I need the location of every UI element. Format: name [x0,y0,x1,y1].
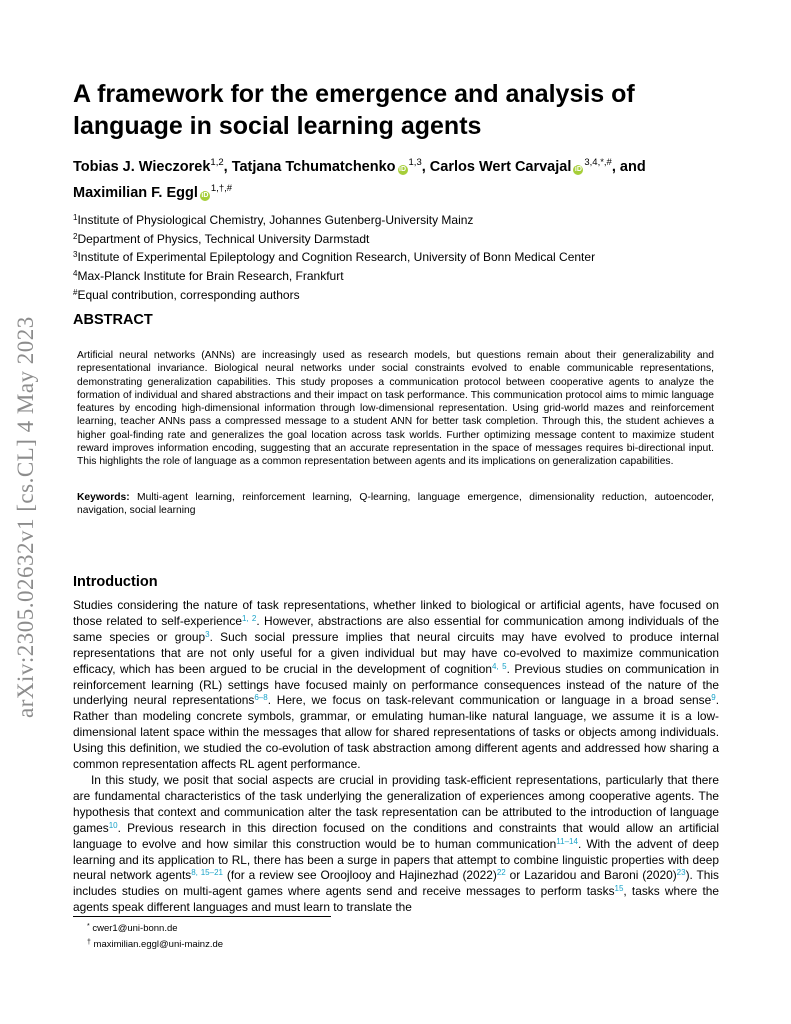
footnotes [87,920,223,951]
affiliation-item: $^1$Institute of Physiological Chemistry, Johannes Gutenberg-University Mainz [73,213,474,227]
affiliation-item: $^2$Department of Physics, Technical University Darmstadt [73,231,370,246]
keywords [77,491,714,518]
citation-link[interactable]: 1, 2 [241,613,257,623]
keywords-list: Multi-agent learning, reinforcement learning, Q-learning, language emergence, dimensionality reduction, autoencoder, navigation, social learning [77,492,714,517]
citation-link[interactable]: 9 [711,693,716,703]
footnote-item: * cwer1@uni-bonn.de [87,923,178,934]
footnote-email[interactable]: maximilian.eggl@uni-mainz.de [93,938,224,950]
orcid-icon[interactable]: iD [399,166,407,173]
citation-link[interactable]: 15 [614,884,624,894]
citation-link[interactable]: 22 [496,868,506,878]
author-list: Tobias J. Wieczorek$^{1,2}$, Tatjana Tchumatchenko iD$^{1,3}$, Carlos Wert Carvajal $iD^{3,4,*,\#}$, and Maximilian F. Eggl $iD^{1,\dagger,\#}$ [73,157,646,201]
paragraph: Studies considering the nature of task representations, whether linked to biological or artificial agents, have focused on those related to self-experience$^{1, 2}$. However, abstractions are also essential for communication among individuals of the same species or group$^3$. Such social pressure implies that neural circuits may have evolved to produce internal representations that are not only useful for a given individual but may have co-evolved to maximize communication efficacy, which has been argued to be crucial in the development of cognition$^{4, 5}$. Previous studies on communication in reinforcement learning (RL) settings have focused mainly on performance consequences instead of the nature of the underlying neural representations$^{6-8}$. Here, we focus on task-relevant communication or language in a broad sense$^9$. Rather than modeling concrete symbols, grammar, or emulating human-like natural language, we assume it is a low-dimensional latent space within the messages that allow for shared representations of tasks or objects among individuals. Using this definition, we studied the co-evolution of task abstraction among different agents and addressed how sharing a common representation affects RL agent performance. [73,598,720,772]
introduction-body [73,598,719,916]
keywords-label: Keywords: [77,492,130,503]
author-name: Maximilian F. Eggl [73,185,198,201]
author-affiliation-marks: 1,2 [210,157,224,168]
affiliation-item: #Equal contribution, corresponding authors [73,287,300,302]
orcid-icon[interactable]: iD [574,166,582,173]
abstract-heading: ABSTRACT [73,312,153,328]
author-name: Carlos Wert Carvajal [429,159,572,175]
citation-link[interactable]: 6–8 [254,693,268,703]
author-name: Tatjana Tchumatchenko [231,159,396,175]
abstract-text: Artificial neural networks (ANNs) are increasingly used as research models, but questions remain about their generalizability and representational invariance. Biological neural networks under social constraints evolved to enable communicable representations, demonstrating generalization capabilities. This study proposes a communication protocol between cooperative agents to analyze the formation of individual and shared abstractions and their impact on task performance. This communication protocol aims to mimic language features by encoding high-dimensional information through low-dimensional representation. Using grid-world mazes and reinforcement learning, teacher ANNs pass a compressed message to a student ANN for better task completion. Through this, the student achieves a higher goal-finding rate and generalizes the goal location across task worlds. Further optimizing message content to maximize student reward improves information encoding, suggesting that an accurate representation in the space of messages requires bi-directional input. This highlights the role of language as a common representation between agents and its implications on generalization capabilities. [77,350,714,468]
author-affiliation-marks: 1,3 [408,157,422,168]
footnote-email[interactable]: cwer1@uni-bonn.de [92,923,178,934]
paper-title: A framework for the emergence and analysis of language in social learning agents [73,80,635,140]
citation-link[interactable]: 4, 5 [491,661,507,671]
arxiv-identifier-stamp: arXiv:2305.02632v1 [cs.CL] 4 May 2023 [13,316,38,718]
footnote-divider [73,916,331,917]
citation-link[interactable]: 3 [205,629,210,639]
author-conjunction: , and [611,159,646,175]
author-affiliation-marks: 3,4,*,# [584,157,612,168]
paragraph: In this study, we posit that social aspects are crucial in providing task-efficient representations, particularly that there are fundamental characteristics of the task underlying the generalization of experiences among cooperative agents. The hypothesis that context and communication alter the task representation can be attributed to the introduction of language games$^{10}$. Previous research in this direction focused on the conditions and constraints that would allow an artificial language to evolve and how similar this construction would be to human communication$^{11-14}$. With the advent of deep learning and its application to RL, there has been a surge in papers that attempt to combine linguistic properties with deep neural network agents$^{8, 15-21}$ (for a review see Oroojlooy and Hajinezhad (2022)$^{22}$ or Lazaridou and Baroni (2020)$^{23}$). This includes studies on multi-agent games where agents send and receive messages to perform tasks$^{15}$, tasks where the agents speak different languages and must learn to translate the [73,772,720,915]
affiliation-item: $^3$Institute of Experimental Epileptology and Cognition Research, University of Bonn Medical Center [73,250,596,265]
affiliation-item: $^4$Max-Planck Institute for Brain Research, Frankfurt [73,269,344,284]
orcid-icon[interactable]: iD [201,192,209,199]
citation-link[interactable]: 8, 15–21 [191,868,223,878]
section-heading-introduction: Introduction [73,574,158,590]
citation-link[interactable]: 10 [108,820,118,830]
author-affiliation-marks: 1,†,# [210,183,233,194]
author-name: Tobias J. Wieczorek [73,159,211,175]
footnote-item: † maximilian.eggl@uni-mainz.de [87,938,224,950]
affiliation-list [73,210,595,304]
citation-link[interactable]: 11–14 [556,836,578,846]
citation-link[interactable]: 23 [676,868,686,878]
